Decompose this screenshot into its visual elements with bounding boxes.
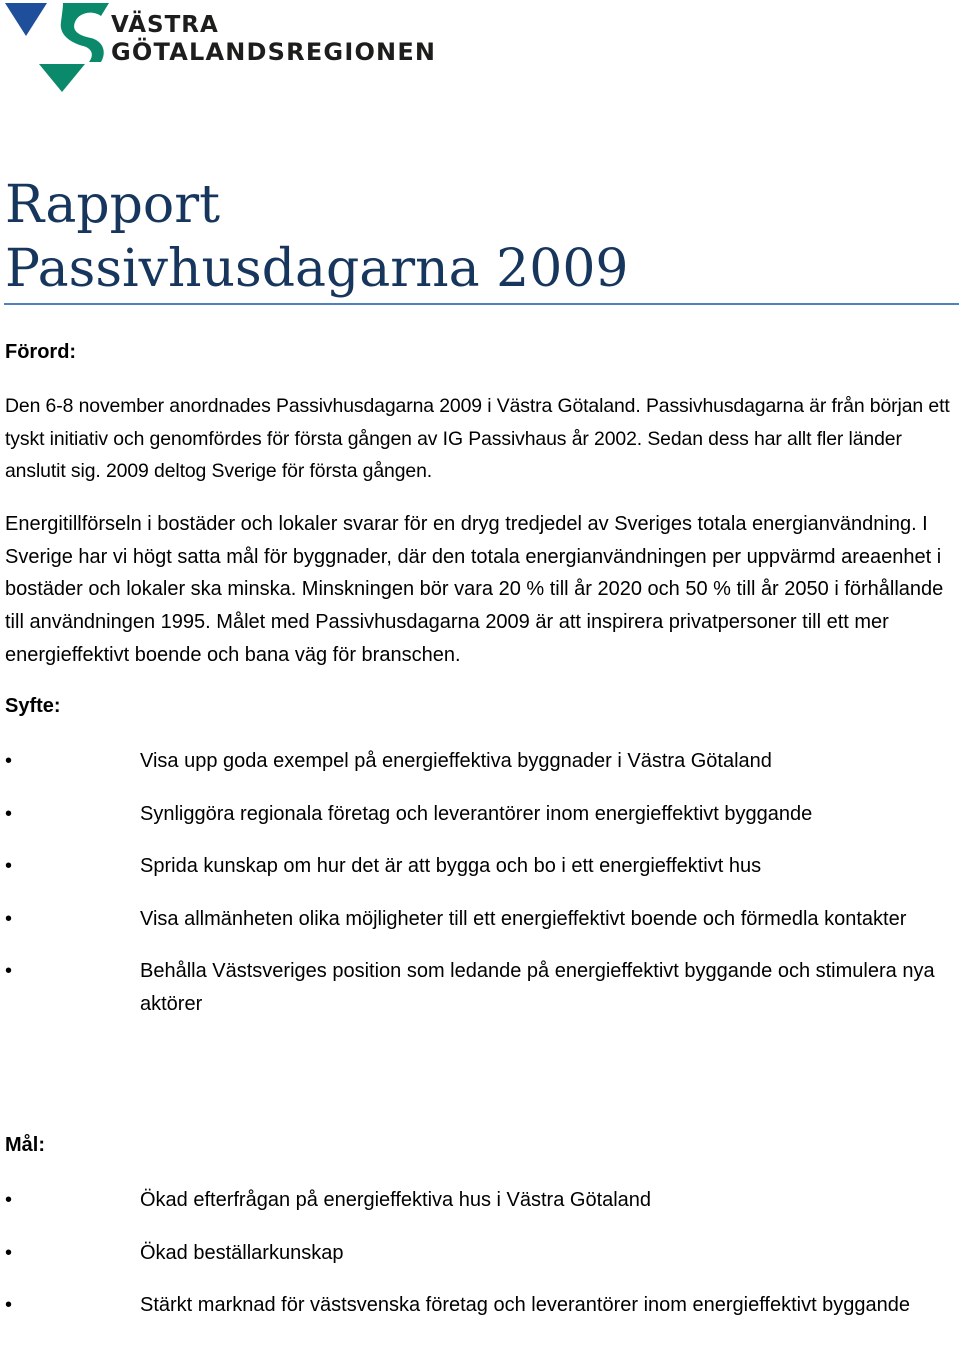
bullet-icon: • (5, 802, 13, 825)
title-divider (4, 303, 959, 305)
list-item (0, 850, 960, 883)
bullet-icon: • (5, 960, 13, 982)
list-item-text: Behålla Västsveriges position som ledande på energieffektivt byggande och stimulera nya aktörer (140, 960, 935, 1015)
logo-wordmark (111, 14, 436, 64)
list-item (0, 903, 960, 936)
syfte-heading: Syfte: (5, 695, 61, 717)
list-item (0, 1237, 960, 1270)
list-item (0, 745, 960, 778)
bullet-icon: • (5, 1189, 13, 1211)
list-item (0, 955, 960, 1020)
list-item (0, 1289, 960, 1322)
title-line-1: Rapport (5, 175, 220, 235)
list-item-text: Visa allmänheten olika möjligheter till ett energieffektivt boende och förmedla kontakter (140, 907, 907, 930)
list-item-text: Stärkt marknad för västsvenska företag och leverantörer inom energieffektivt byggande (140, 1294, 911, 1316)
logo-emblem-icon (5, 2, 109, 94)
bullet-icon: • (5, 1294, 13, 1316)
vastra-gotalandsregionen-logo (5, 2, 445, 94)
logo-line-1: VÄSTRA (111, 12, 219, 38)
forord-paragraph-2: Energitillförseln i bostäder och lokaler svarar för en dryg tredjedel av Sveriges totala energianvändning. I Sverige har vi högt satta mål för byggnader, där den totala energianvändningen per uppvärmd areaenhet i bostäder och lokaler ska minska. Minskningen bör vara 20 % till år 2020 och 50 % till år 2050 i förhållande till användningen 1995. Målet med Passivhusdagarna 2009 är att inspirera privatpersoner till ett mer energieffektivt boende och bana väg för branschen. (5, 513, 944, 666)
mal-heading: Mål: (5, 1134, 45, 1156)
mal-list (0, 1184, 960, 1322)
list-item-text: Synliggöra regionala företag och leverantörer inom energieffektivt byggande (140, 802, 813, 825)
list-item-text: Ökad beställarkunskap (140, 1241, 344, 1264)
forord-paragraph-1: Den 6-8 november anordnades Passivhusdagarna 2009 i Västra Götaland. Passivhusdagarna är från början ett tyskt initiativ och genomfördes för första gången av IG Passivhaus år 2002. Sedan dess har allt fler länder anslutit sig. 2009 deltog Sverige för första gången. (5, 395, 950, 483)
title-line-2: Passivhusdagarna 2009 (5, 239, 629, 299)
list-item-text: Sprida kunskap om hur det är att bygga och bo i ett energieffektivt hus (140, 855, 762, 877)
bullet-icon: • (5, 750, 13, 772)
syfte-list (0, 745, 960, 1020)
forord-heading: Förord: (5, 341, 77, 363)
list-item (0, 1184, 960, 1217)
bullet-icon: • (5, 855, 13, 877)
list-item (0, 798, 960, 831)
document-title (5, 173, 629, 301)
logo-line-2: GÖTALANDSREGIONEN (111, 38, 437, 66)
list-item-text: Visa upp goda exempel på energieffektiva byggnader i Västra Götaland (140, 750, 772, 772)
bullet-icon: • (5, 907, 13, 930)
list-item-text: Ökad efterfrågan på energieffektiva hus i Västra Götaland (140, 1189, 652, 1211)
bullet-icon: • (5, 1241, 13, 1264)
